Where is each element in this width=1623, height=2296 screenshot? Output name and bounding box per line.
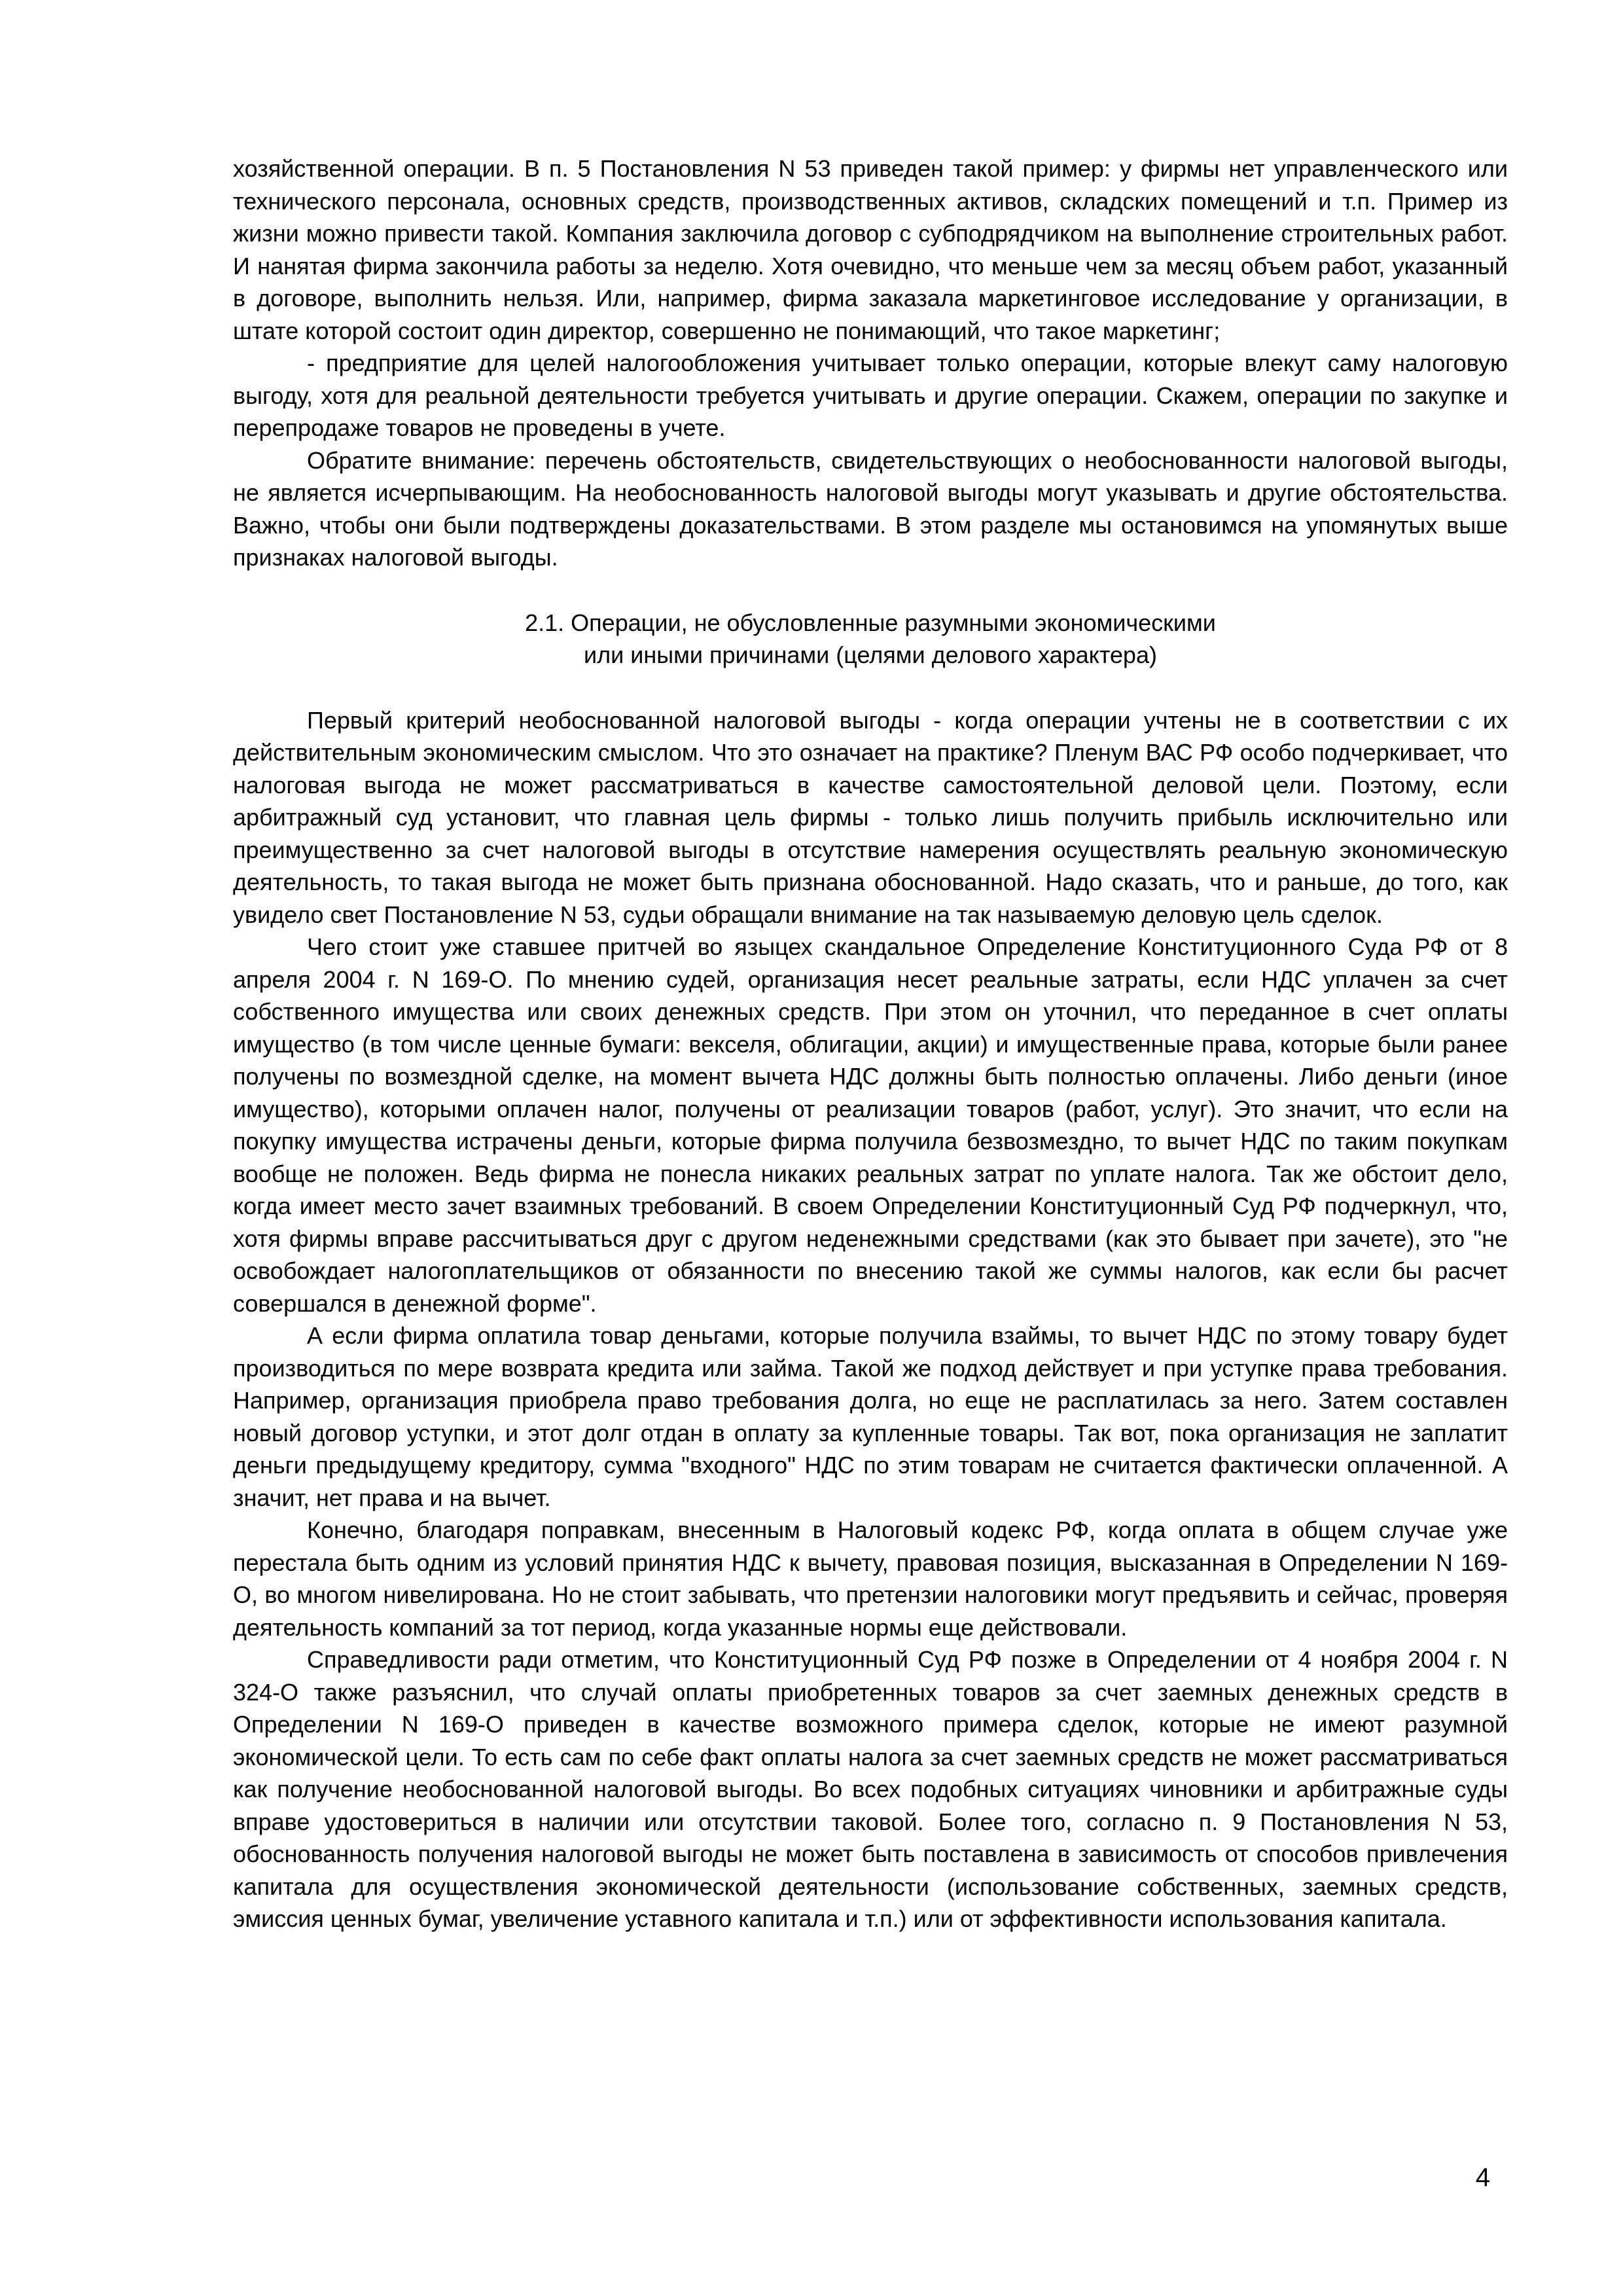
section-heading: [233, 607, 1508, 672]
section-heading-line-1: 2.1. Операции, не обусловленные разумными экономическими: [525, 609, 1216, 636]
paragraph-first-criterion: Первый критерий необоснованной налоговой выгоды - когда операции учтены не в соответствии с их действительным экономическим смыслом. Что это означает на практике? Пленум ВАС РФ особо подчеркивает, что налоговая выгода не может рассматриваться в качестве самостоятельной деловой цели. Поэтому, если арбитражный суд установит, что главная цель фирмы - только лишь получить прибыль исключительно или преимущественно за счет налоговой выгоды в отсутствие намерения осуществлять реальную экономическую деятельность, то такая выгода не может быть признана обоснованной. Надо сказать, что и раньше, до того, как увидело свет Постановление N 53, судьи обращали внимание на так называемую деловую цель сделок.: [233, 706, 1508, 928]
paragraph-list-item: - предприятие для целей налогообложения учитывает только операции, которые влекут саму налоговую выгоду, хотя для реальной деятельности требуется учитывать и другие операции. Скажем, операции по закупке и перепродаже товаров не проведены в учете.: [233, 350, 1508, 441]
paragraph-constitutional-court: Чего стоит уже ставшее притчей во языцех скандальное Определение Конституционного Суда РФ от 8 апреля 2004 г. N 169-О. По мнению судей, организация несет реальные затраты, если НДС уплачен за счет собственного имущества или своих денежных средств. При этом он уточнил, что переданное в счет оплаты имущество (в том числе ценные бумаги: векселя, облигации, акции) и имущественные права, которые были ранее получены по возмездной сделке, на момент вычета НДС должны быть полностью оплачены. Либо деньги (иное имущество), которыми оплачен налог, получены от реализации товаров (работ, услуг). Это значит, что если на покупку имущества истрачены деньги, которые фирма получила безвозмездно, то вычет НДС по таким покупкам вообще не положен. Ведь фирма не понесла никаких реальных затрат по уплате налога. Так же обстоит дело, когда имеет место зачет взаимных требований. В своем Определении Конституционный Суд РФ подчеркнул, что, хотя фирмы вправе рассчитываться друг с другом неденежными средствами (как это бывает при зачете), это "не освобождает налогоплательщиков от обязанности по внесению такой же суммы налогов, как если бы расчет совершался в денежной форме".: [233, 933, 1508, 1317]
paragraph-justice: Справедливости ради отметим, что Конституционный Суд РФ позже в Определении от 4 ноября 2004 г. N 324-О также разъяснил, что случай оплаты приобретенных товаров за счет заемных денежных средств в Определении N 169-О приведен в качестве возможного примера сделок, которые не имеют разумной экономической цели. То есть сам по себе факт оплаты налога за счет заемных средств не может рассматриваться как получение необоснованной налоговой выгоды. Во всех подобных ситуациях чиновники и арбитражные суды вправе удостовериться в наличии или отсутствии таковой. Более того, согласно п. 9 Постановления N 53, обоснованность получения налоговой выгоды не может быть поставлена в зависимость от способов привлечения капитала для осуществления экономической деятельности (использование собственных, заемных средств, эмиссия ценных бумаг, увеличение уставного капитала и т.п.) или от эффективности использования капитала.: [233, 1646, 1508, 1932]
paragraph-loan-payment: А если фирма оплатила товар деньгами, которые получила взаймы, то вычет НДС по этому товару будет производиться по мере возврата кредита или займа. Такой же подход действует и при уступке права требования. Например, организация приобрела право требования долга, но еще не расплатилась за него. Затем составлен новый договор уступки, и этот долг отдан в оплату за купленные товары. Так вот, пока организация не заплатит деньги предыдущему кредитору, сумма "входного" НДС по этим товарам не считается фактически оплаченной. А значит, нет права и на вычет.: [233, 1322, 1508, 1511]
section-heading-line-2: или иными причинами (целями делового характера): [584, 641, 1157, 668]
page-number: 4: [1475, 2163, 1490, 2192]
paragraph-amendments: Конечно, благодаря поправкам, внесенным в Налоговый кодекс РФ, когда оплата в общем случае уже перестала быть одним из условий принятия НДС к вычету, правовая позиция, высказанная в Определении N 169-О, во многом нивелирована. Но не стоит забывать, что претензии налоговики могут предъявить и сейчас, проверяя деятельность компаний за тот период, когда указанные нормы еще действовали.: [233, 1516, 1508, 1641]
paragraph-note: Обратите внимание: перечень обстоятельств, свидетельствующих о необоснованности налоговой выгоды, не является исчерпывающим. На необоснованность налоговой выгоды могут указывать и другие обстоятельства. Важно, чтобы они были подтверждены доказательствами. В этом разделе мы остановимся на упомянутых выше признаках налоговой выгоды.: [233, 446, 1508, 571]
paragraph-continuation: хозяйственной операции. В п. 5 Постановления N 53 приведен такой пример: у фирмы нет управленческого или технического персонала, основных средств, производственных активов, складских помещений и т.п. Пример из жизни можно привести такой. Компания заключила договор с субподрядчиком на выполнение строительных работ. И нанятая фирма закончила работы за неделю. Хотя очевидно, что меньше чем за месяц объем работ, указанный в договоре, выполнить нельзя. Или, например, фирма заказала маркетинговое исследование у организации, в штате которой состоит один директор, совершенно не понимающий, что такое маркетинг;: [233, 155, 1508, 344]
document-page: [233, 152, 1508, 1935]
